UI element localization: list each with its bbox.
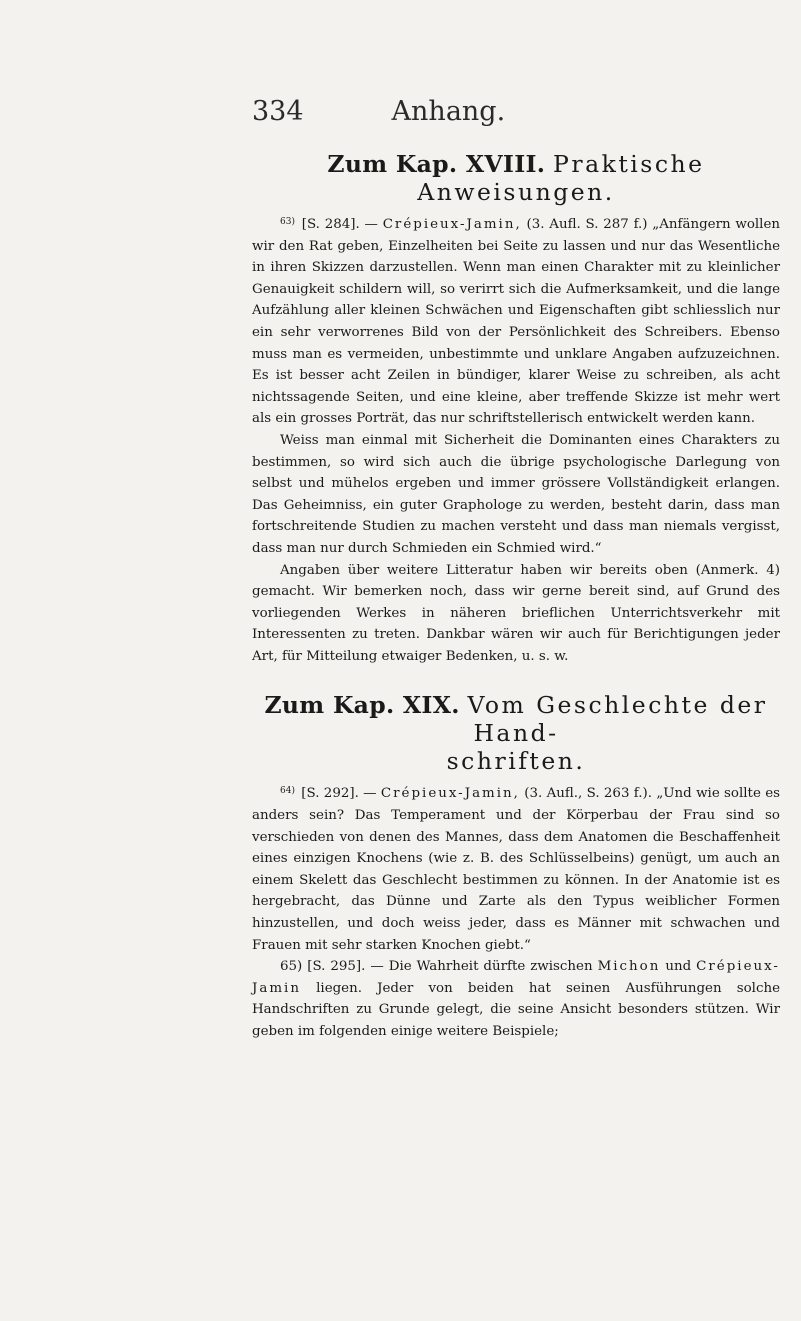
text-block xyxy=(252,150,780,1043)
chapter-reference: Zum Kap. XVIII. xyxy=(327,150,546,178)
chapter-reference: Zum Kap. XIX. xyxy=(264,691,460,720)
author-name: Crépieux-Jamin xyxy=(252,959,780,996)
footnote-text: liegen. Jeder von beiden hat seinen Ausführungen solche Handschriften zu Grunde gelegt, die seine Ansicht besonders stützen. Wir geben im folgenden einige weitere Beispiele; xyxy=(252,980,780,1039)
section-heading-kap-18 xyxy=(252,150,780,206)
page-reference: [S. 284]. — xyxy=(301,217,378,232)
paragraph: Angaben über weitere Litteratur haben wir bereits oben (Anmerk. 4) gemacht. Wir bemerken noch, dass wir gerne bereit sind, auf Grund des vorliegenden Werkes in näheren brieflichen Unterrichtsverkehr mit Interessenten zu treten. Dankbar wären wir auch für Berichtigungen jeder Art, für Mitteilung etwaiger Bedenken, u. s. w. xyxy=(252,562,780,664)
running-title: Anhang. xyxy=(391,96,506,127)
section-title-line-2: schriften. xyxy=(446,747,586,776)
paragraph: Weiss man einmal mit Sicherheit die Dominanten eines Charakters zu bestimmen, so wird sich auch die übrige psychologische Darlegung von selbst und mühelos ergeben und immer grössere Vollständigkeit erlangen. Das Geheimniss, ein guter Graphologe zu werden, besteht darin, dass man fortschreitende Studien zu machen versteht und dass man niemals vergisst, dass man nur durch Schmieden ein Schmied wird.“ xyxy=(252,432,780,556)
footnote-number: 63) xyxy=(280,217,295,227)
footnote-65 xyxy=(252,956,780,1042)
section-title: Praktische Anweisungen. xyxy=(417,150,705,206)
conjunction: und xyxy=(665,959,692,975)
section-title-line-1: Vom Geschlechte der Hand- xyxy=(467,691,768,748)
page-number: 334 xyxy=(252,96,304,127)
section-heading-kap-19 xyxy=(252,691,780,775)
footnote-number: 65) xyxy=(280,959,303,975)
author-name: Michon xyxy=(597,959,661,975)
author-name: Crépieux-Jamin, xyxy=(380,786,520,802)
page-reference: [S. 295]. — Die Wahrheit dürfte zwischen xyxy=(307,959,593,975)
footnote-63 xyxy=(252,212,780,430)
author-name: Crépieux-Jamin, xyxy=(382,217,522,232)
footnote-64 xyxy=(252,781,780,956)
quotation-text: (3. Aufl., S. 263 f.). „Und wie sollte es anders sein? Das Temperament und der Körperbau der Frau sind so verschieden von denen des Mannes, dass dem Anatomen die Beschaffenheit eines einzigen Knochens (wie z. B. des Schlüsselbeins) genügt, um auch an einem Skelett das Geschlecht bestimmen zu können. In der Anatomie ist es hergebracht, das Dünne und Zarte als den Typus weiblicher Formen hinzustellen, und doch weiss jeder, dass es Männer mit schwachen und Frauen mit sehr starken Knochen giebt.“ xyxy=(252,786,780,953)
page-reference: [S. 292]. — xyxy=(301,786,377,802)
footnote-number: 64) xyxy=(280,786,295,797)
running-header xyxy=(252,96,682,127)
quotation-text: (3. Aufl. S. 287 f.) „Anfängern wollen wir den Rat geben, Einzelheiten bei Seite zu lassen und nur das Wesentliche in ihren Skizzen darzustellen. Wenn man einen Charakter mit zu kleinlicher Genauigkeit schildern will, so verirrt sich die Aufmerksamkeit, und die lange Aufzählung aller kleinen Schwächen und Eigenschaften gibt schliesslich nur ein sehr verworrenes Bild von der Persönlichkeit des Schreibers. Ebenso muss man es vermeiden, unbestimmte und unklare Angaben aufzuzeichnen. Es ist besser acht Zeilen in bündiger, klarer Weise zu schreiben, als acht nichtssagende Seiten, und eine kleine, aber treffende Skizze ist mehr wert als ein grosses Porträt, das nur schriftstellerisch entwickelt werden kann. xyxy=(252,217,781,427)
